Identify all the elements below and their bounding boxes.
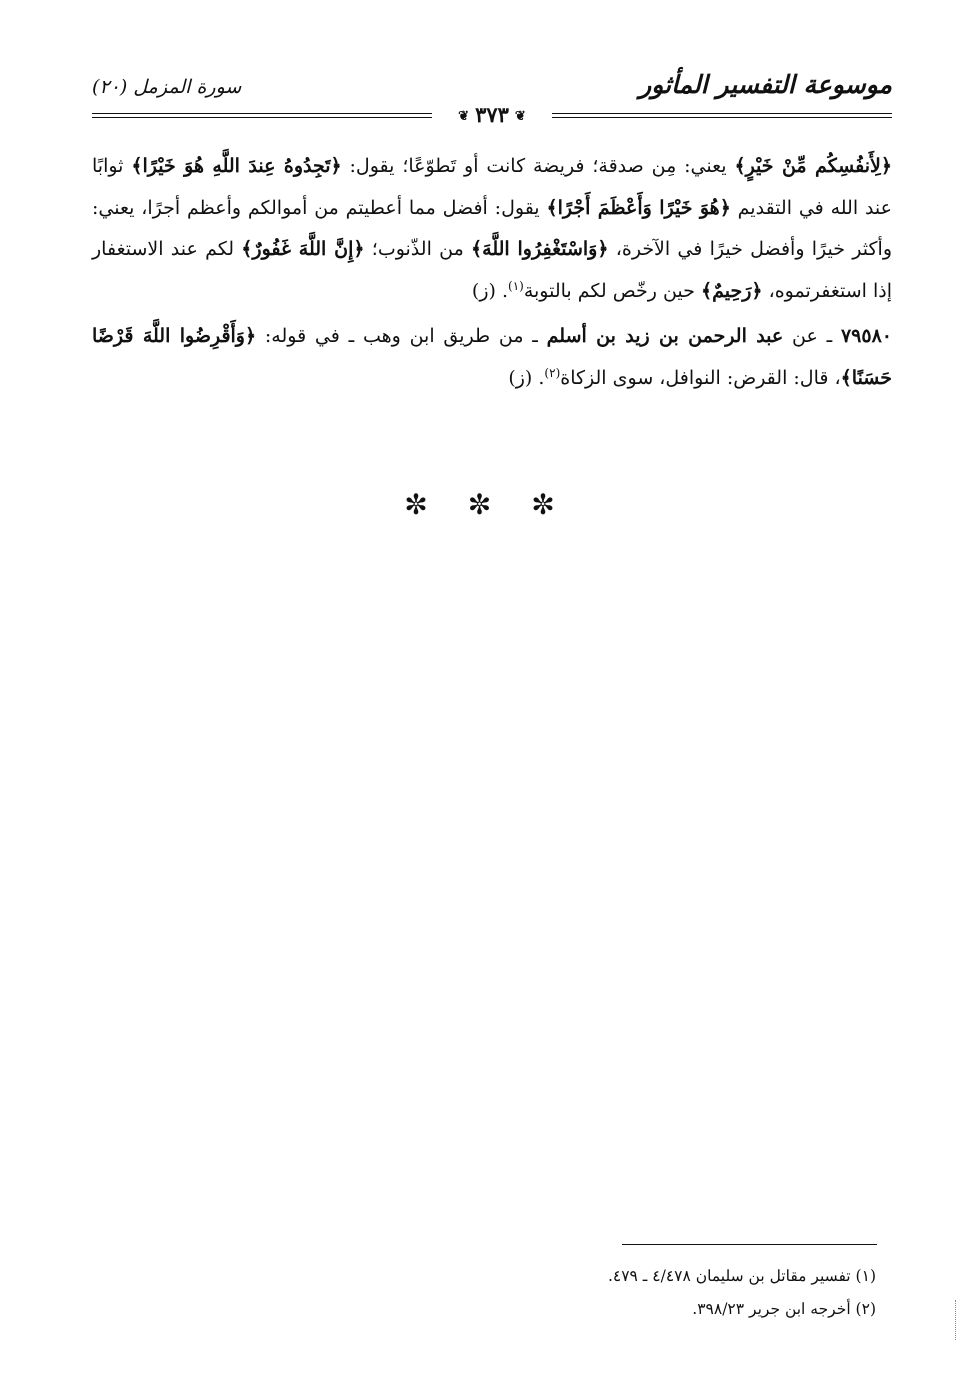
paragraph-narration-entry <box>92 316 892 399</box>
text-run: من الذّنوب؛ <box>364 238 472 260</box>
paragraph-commentary <box>92 146 892 312</box>
text-run: ثوابًا عند الله في التقديم <box>92 155 892 219</box>
text-run: يعني: مِن صدقة؛ فريضة كانت أو تَطوّعًا؛ يقول: <box>341 155 735 177</box>
footnote-rule <box>622 1244 877 1245</box>
text-run: ، قال: القرض: النوافل، سوى الزكاة <box>560 366 841 389</box>
flower-ornament-icon: ✼ <box>467 488 492 521</box>
ornament-icon: ❦ <box>514 108 526 124</box>
page-number-container <box>432 103 552 127</box>
ornament-icon: ❦ <box>458 108 470 124</box>
footnote-reference[interactable]: (٢) <box>544 365 561 380</box>
flower-ornament-icon: ✼ <box>531 488 555 521</box>
entry-number: ٧٩٥٨٠ <box>840 325 892 347</box>
page-number: ٣٧٣ <box>475 102 509 127</box>
text-run: ـ من طريق ابن وهب ـ في قوله: <box>256 325 547 347</box>
source-tag: . (ز) <box>471 279 508 302</box>
quran-quote: ﴿إِنَّ اللَّهَ غَفُورٌ﴾ <box>241 238 365 260</box>
text-run: لكم عند الاستغفار إذا استغفرتموه، <box>92 238 892 302</box>
surah-title: سورة المزمل (٢٠) <box>92 76 242 98</box>
footnote-reference[interactable]: (١) <box>508 278 524 293</box>
book-title: موسوعة التفسير المأثور <box>639 70 892 99</box>
quran-quote: ﴿رَحِيمٌ﴾ <box>700 279 763 302</box>
quran-quote: ﴿وَأَقْرِضُوا اللَّهَ قَرْضًا حَسَنًا﴾ <box>92 325 892 389</box>
section-separator <box>0 488 959 521</box>
footnotes <box>92 1260 876 1326</box>
text-run: يقول: أفضل مما أعطيتم من أموالكم وأعظم أجرًا، يعني: وأكثر خيرًا وأفضل خيرًا في الآخرة، <box>92 196 892 260</box>
quran-quote: ﴿وَاسْتَغْفِرُوا اللَّهَ﴾ <box>471 238 609 260</box>
page-header <box>92 66 892 128</box>
quran-quote: ﴿تَجِدُوهُ عِندَ اللَّهِ هُوَ خَيْرًا﴾ <box>131 155 342 177</box>
body-text <box>92 146 892 399</box>
text-run: حين رخّص لكم بالتوبة <box>523 279 701 302</box>
footnote-item: (١) تفسير مقاتل بن سليمان ٤/٤٧٨ ـ ٤٧٩. <box>607 1267 876 1285</box>
quran-quote: ﴿لِأَنفُسِكُم مِّنْ خَيْرٍ﴾ <box>734 155 893 177</box>
quran-quote: ﴿هُوَ خَيْرًا وَأَعْظَمَ أَجْرًا﴾ <box>546 196 731 219</box>
text-run: ـ عن <box>783 325 841 347</box>
page-edge-mark <box>955 1300 958 1340</box>
source-tag: . (ز) <box>508 366 545 389</box>
footnote-item: (٢) أخرجه ابن جرير ٣٩٨/٢٣. <box>692 1300 876 1318</box>
flower-ornament-icon: ✼ <box>404 488 428 521</box>
narrator-name: عبد الرحمن بن زيد بن أسلم <box>546 325 784 347</box>
